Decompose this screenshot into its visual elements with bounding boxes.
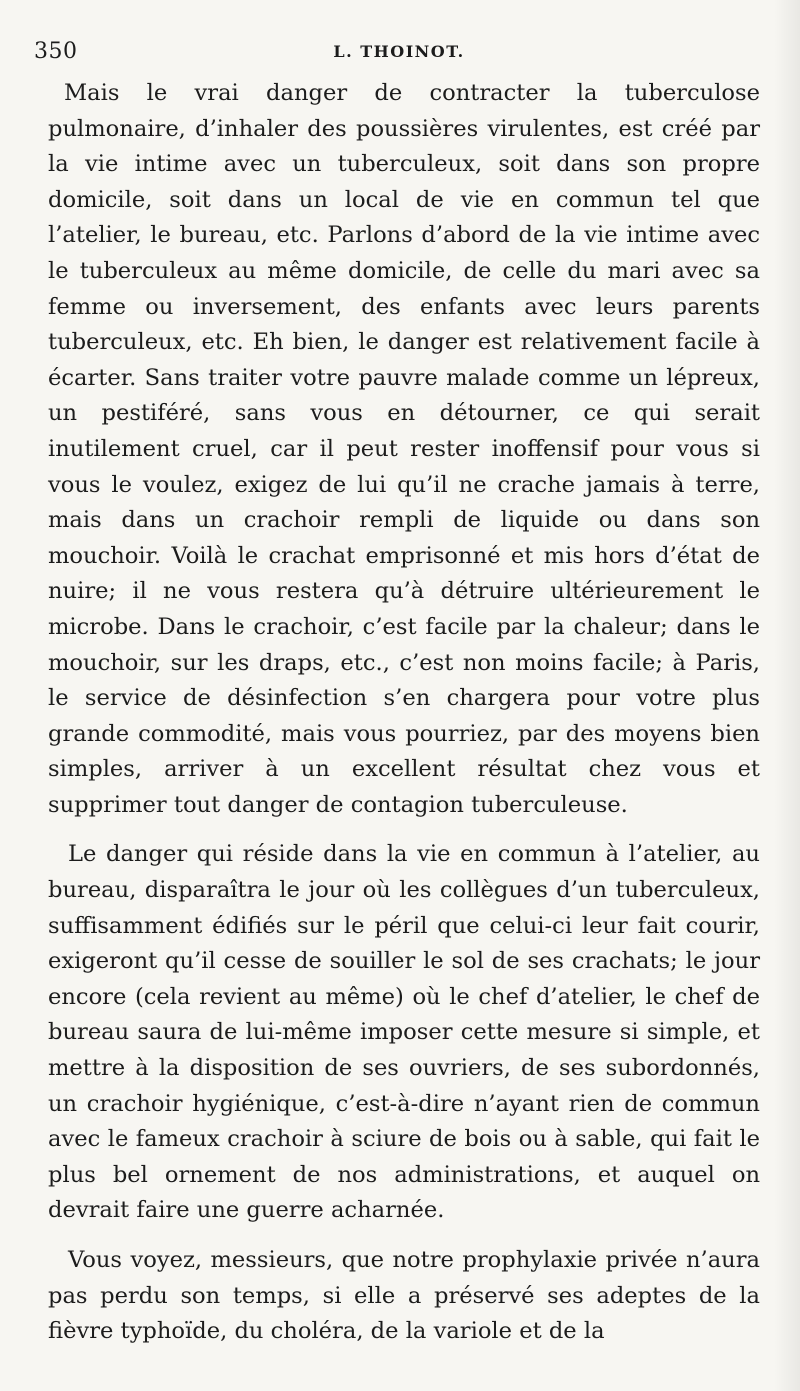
paragraph-1: Mais le vrai danger de contracter la tuberculose pulmonaire, d’inhaler des poussières virulentes, est créé par la vie intime avec un tuberculeux, soit dans son propre domicile, soit dans un local de vie en commun tel que l’atelier, le bureau, etc. Parlons d’abord de la vie intime avec le tuberculeux au même domicile, de celle du mari avec sa femme ou inversement, des enfants avec leurs parents tuberculeux, etc. Eh bien, le danger est relativement facile à écarter. Sans traiter votre pauvre malade comme un lépreux, un pestiféré, sans vous en détourner, ce qui serait inutilement cruel, car il peut rester inoffensif pour vous si vous le voulez, exigez de lui qu’il ne crache jamais à terre, mais dans un crachoir rempli de liquide ou dans son mouchoir. Voilà le crachat emprisonné et mis hors d’état de nuire; il ne vous restera qu’à détruire ultérieurement le microbe. Dans le crachoir, c’est facile par la chaleur; dans le mouchoir, sur les draps, etc., c’est non moins facile; à Paris, le service de désinfection s’en chargera pour votre plus grande commodité, mais vous pourriez, par des moyens bien simples, arriver à un excellent résultat chez vous et supprimer tout danger de contagion tuberculeuse. (48, 80, 760, 818)
page-edge-shadow (774, 0, 800, 1391)
paragraph-2: Le danger qui réside dans la vie en commun à l’atelier, au bureau, disparaîtra le jour où les collègues d’un tuberculeux, suffisamment édifiés sur le péril que celui-ci leur fait courir, exigeront qu’il cesse de souiller le sol de ses crachats; le jour encore (cela revient au même) où le chef d’atelier, le chef de bureau saura de lui-même imposer cette mesure si simple, et mettre à la disposition de ses ouvriers, de ses subordonnés, un crachoir hygiénique, c’est-à-dire n’ayant rien de commun avec le fameux crachoir à sciure de bois ou à sable, qui fait le plus bel ornement de nos administrations, et auquel on devrait faire une guerre acharnée. (48, 841, 760, 1224)
running-head-author: L. THOINOT. (333, 42, 465, 61)
paragraph-3: Vous voyez, messieurs, que notre prophylaxie privée n’aura pas perdu son temps, si elle a préservé ses adeptes de la fièvre typhoïde, du choléra, de la variole et de la (48, 1247, 760, 1345)
page-number: 350 (34, 39, 78, 64)
running-head (34, 36, 764, 68)
body-text (48, 76, 760, 1364)
